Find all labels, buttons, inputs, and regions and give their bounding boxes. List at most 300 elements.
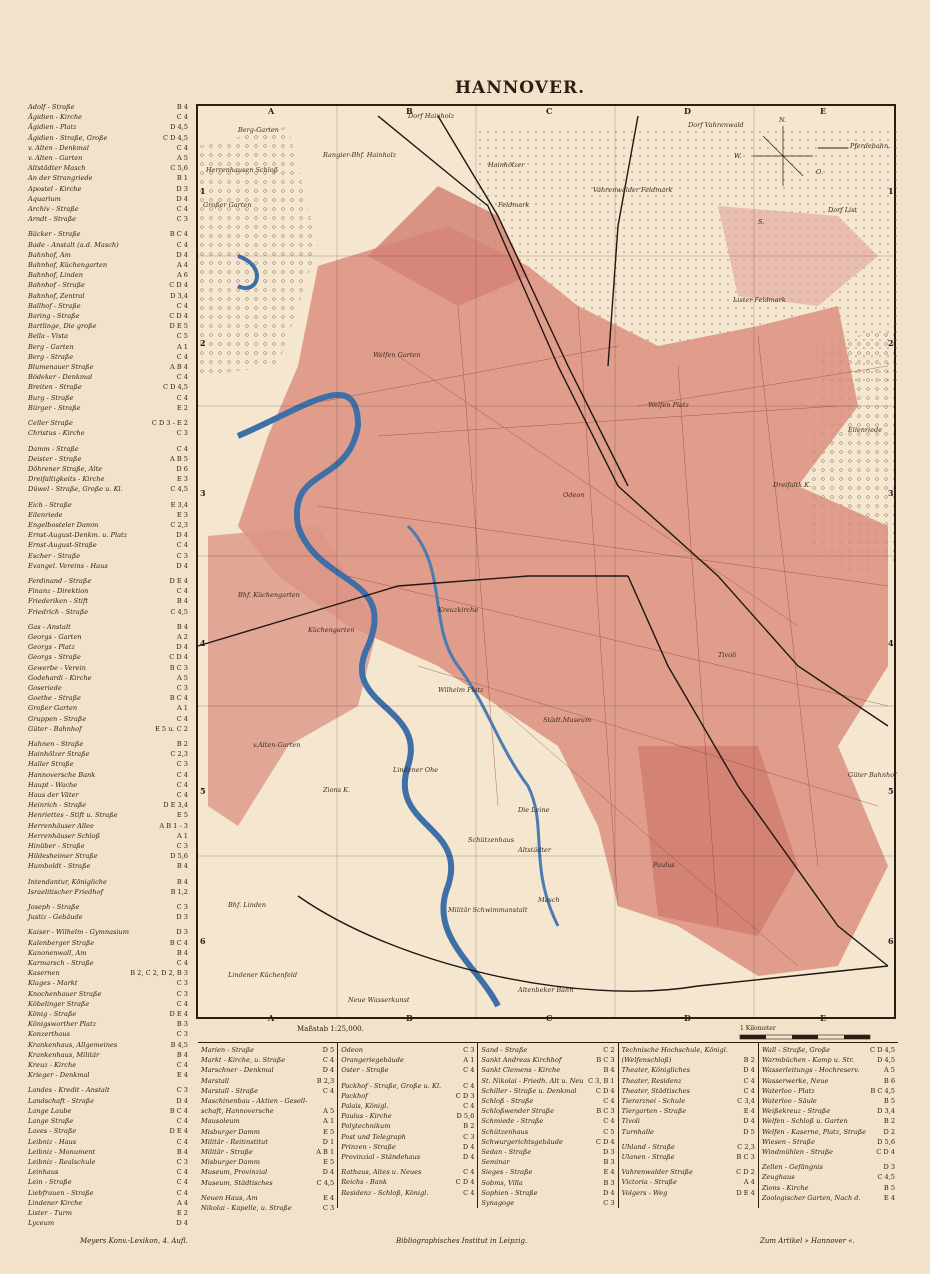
- index-entry-ref: A 5: [176, 673, 188, 682]
- index-entry-ref: C D 3 - E 2: [151, 419, 188, 428]
- index-entry-name: Sobms, Villa: [481, 1178, 523, 1187]
- index-entry: [201, 1045, 334, 1055]
- index-entry-name: Ägidien - Platz: [28, 123, 77, 132]
- index-entry-name: Schwurgerichtsgebäude: [481, 1137, 563, 1146]
- index-entry-name: Bahnhof, Linden: [28, 271, 83, 280]
- index-entry: [201, 1167, 334, 1177]
- grid-column-letter: A: [268, 1013, 275, 1023]
- index-entry: [28, 693, 188, 703]
- index-entry-ref: D E 4: [169, 1010, 188, 1019]
- index-entry: [622, 1076, 755, 1086]
- grid-row-number: 3: [200, 488, 206, 498]
- index-entry-name: Gas - Anstalt: [28, 622, 71, 631]
- index-entry: [762, 1147, 895, 1157]
- index-entry-name: v. Alten - Denkmal: [28, 143, 89, 152]
- index-entry-name: Sedan - Straße: [481, 1148, 532, 1157]
- index-entry-name: Georgs - Garten: [28, 632, 82, 641]
- index-column: [759, 1043, 898, 1208]
- index-entry-ref: D 4: [176, 250, 188, 259]
- grid-column-letter: B: [406, 106, 413, 116]
- index-entry-ref: C 3: [176, 989, 188, 998]
- index-entry-name: Welfen - Kaserne, Platz, Straße: [761, 1127, 867, 1136]
- index-entry-name: Deister - Straße: [28, 454, 82, 463]
- index-entry: [201, 1127, 334, 1137]
- map-place-label: Dorf Vahrenwald: [688, 121, 744, 129]
- index-entry-ref: B C 3: [596, 1056, 615, 1065]
- index-entry-name: Victoria - Straße: [621, 1178, 677, 1187]
- index-entry-name: Kanonenwall, Am: [28, 948, 87, 957]
- grid-row-number: 4: [200, 638, 206, 648]
- index-entry-ref: C 3: [603, 1199, 615, 1208]
- map-place-label: Welfen Garten: [373, 351, 421, 359]
- index-entry-ref: C 3: [176, 842, 188, 851]
- index-entry: [28, 642, 188, 652]
- index-entry-name: Engelbosteler Damm: [28, 520, 99, 529]
- map-place-label: Masch: [538, 896, 560, 904]
- index-entry-ref: C 4: [176, 1168, 188, 1177]
- index-entry-ref: D 4: [322, 1168, 335, 1177]
- index-entry: [622, 1167, 755, 1177]
- index-entry-name: Ägidien - Straße, Große: [28, 133, 108, 142]
- index-entry-ref: E 4: [603, 1168, 615, 1177]
- index-entry: [481, 1045, 614, 1055]
- index-entry-name: Blumenauer Straße: [28, 363, 94, 372]
- index-entry-name: Rathaus, Altes u. Neues: [341, 1168, 422, 1177]
- index-entry-name: Großer Garten: [28, 704, 78, 713]
- index-entry: [28, 1050, 188, 1060]
- index-entry-name: Liebfrauen - Straße: [28, 1188, 94, 1197]
- index-entry-ref: B C 3: [169, 663, 188, 672]
- index-entry-ref: B 2: [463, 1122, 475, 1131]
- index-entry-ref: C 4: [176, 301, 188, 310]
- index-entry-name: Misburger Damm: [201, 1158, 260, 1167]
- index-entry: [28, 912, 188, 922]
- index-entry: [28, 270, 188, 280]
- index-entry-name: Technische Hochschule, Königl.: [621, 1046, 728, 1054]
- index-entry: [28, 831, 188, 841]
- index-entry-name: Schiller - Straße u. Denkmal: [481, 1086, 577, 1095]
- index-entry-name: Misburger Damm: [201, 1127, 260, 1136]
- map-place-label: Rangier-Bhf. Hainholz: [323, 151, 397, 159]
- index-entry: [341, 1152, 474, 1162]
- index-entry: [28, 214, 188, 224]
- index-column: [198, 1043, 338, 1213]
- index-entry: [28, 968, 188, 978]
- index-entry-ref: B 1,2: [170, 887, 188, 896]
- index-entry-name: Marien - Straße: [201, 1046, 255, 1054]
- map-place-label: Altstädter: [518, 846, 551, 854]
- index-entry: [28, 821, 188, 831]
- index-entry-ref: A B 4: [170, 363, 188, 372]
- index-entry-name: Sieges - Straße: [481, 1168, 533, 1177]
- index-entry: [28, 607, 188, 617]
- index-entry-name: St. Nikolai - Friedh. Alt u. Neu: [481, 1076, 584, 1085]
- index-entry-ref: C 4: [743, 1086, 755, 1095]
- index-entry-name: Lindener Kirche: [28, 1198, 83, 1207]
- index-entry-ref: B 4: [176, 622, 188, 631]
- index-entry-ref: C 4: [463, 1168, 475, 1177]
- index-entry-name: Sophien - Straße: [481, 1188, 538, 1197]
- legend-pferdebahn: Pferdebahn.: [850, 142, 891, 150]
- index-entry: [341, 1177, 474, 1187]
- index-entry: [201, 1116, 334, 1126]
- index-entry-ref: C 3: [463, 1132, 475, 1141]
- map-place-label: Dreifaltk.K.: [773, 481, 812, 489]
- index-entry-ref: C 4: [176, 1178, 188, 1187]
- index-entry: [28, 683, 188, 693]
- index-entry-name: Packhof: [341, 1091, 368, 1100]
- index-entry-ref: C 4: [176, 373, 188, 382]
- map-place-label: Neue Wasserkunst: [348, 996, 410, 1004]
- index-entry: [481, 1178, 614, 1188]
- index-entry: [28, 520, 188, 530]
- index-entry: [28, 173, 188, 183]
- index-entry-ref: C 4: [176, 714, 188, 723]
- index-entry: [762, 1137, 895, 1147]
- index-entry-name: Warmbüchen - Kamp u. Str.: [761, 1056, 854, 1065]
- index-entry-ref: C D 2: [736, 1168, 755, 1177]
- index-entry-name: Herrenhäuser Allee: [28, 821, 94, 830]
- index-entry-name: Museum, Städtisches: [201, 1178, 273, 1187]
- index-entry-ref: C 4,5: [877, 1173, 896, 1182]
- map-place-label: Dorf Hainholz: [408, 112, 455, 120]
- index-entry: [201, 1203, 334, 1213]
- index-entry: [28, 260, 188, 270]
- index-entry: [28, 759, 188, 769]
- index-entry: [622, 1065, 755, 1075]
- index-entry-name: Wasserleitungs - Hochreserv.: [761, 1066, 860, 1075]
- index-entry: [28, 800, 188, 810]
- index-entry-name: Bürger - Straße: [28, 403, 81, 412]
- index-entry-name: Haller Straße: [28, 760, 74, 769]
- grid-row-number: 6: [200, 936, 206, 946]
- index-entry-ref: D 4,5: [877, 1056, 896, 1065]
- index-entry-ref: A B 1: [316, 1148, 335, 1157]
- index-entry-name: Karmarsch - Straße: [28, 959, 94, 968]
- index-entry-name: Landschaft - Straße: [28, 1096, 95, 1105]
- index-entry-ref: C 4: [176, 444, 188, 453]
- index-entry: [28, 663, 188, 673]
- index-entry-name: Orangeriegebäude: [341, 1056, 404, 1065]
- map-place-label: Altenbeker Bahn: [518, 986, 574, 994]
- index-entry-name: Lange Straße: [28, 1117, 74, 1126]
- index-entry: [762, 1193, 895, 1203]
- index-entry-ref: D E 4: [169, 576, 188, 585]
- index-entry-name: Eilenriede: [28, 510, 63, 519]
- index-entry-name: Neuen Haus, Am: [201, 1193, 258, 1202]
- city-map[interactable]: [196, 104, 896, 1019]
- index-entry-name: Schmiede - Straße: [481, 1117, 544, 1126]
- index-entry-name: Berg - Garten: [28, 342, 74, 351]
- grid-row-number: 4: [888, 638, 894, 648]
- compass-south: S.: [758, 218, 765, 226]
- index-entry-name: An der Strangriede: [28, 174, 93, 183]
- index-entry-name: Kreuz - Kirche: [28, 1061, 77, 1070]
- index-entry-ref: D 5,6: [456, 1112, 475, 1121]
- index-entry-ref: A B 1 - 3: [159, 821, 188, 830]
- index-entry: [481, 1157, 614, 1167]
- index-entry-ref: B 4: [176, 103, 188, 111]
- index-entry-name: Ballhof - Straße: [28, 301, 81, 310]
- index-entry: [28, 958, 188, 968]
- footer-center: Bibliographisches Institut in Leipzig.: [396, 1237, 528, 1245]
- index-entry-ref: A 6: [176, 271, 188, 280]
- index-entry-ref: C 4: [176, 999, 188, 1008]
- index-entry-name: Breiten - Straße: [28, 383, 82, 392]
- map-place-label: Städt.Museum: [543, 716, 592, 724]
- index-entry: [28, 510, 188, 520]
- index-entry: [201, 1086, 334, 1096]
- index-entry-name: Zellen - Gefängnis: [761, 1163, 823, 1172]
- index-entry: [201, 1193, 334, 1203]
- index-entry: [28, 540, 188, 550]
- index-entry: [28, 321, 188, 331]
- index-entry-ref: A 1: [463, 1056, 475, 1065]
- index-entry-ref: C D 4: [595, 1086, 615, 1095]
- index-entry-name: Georgs - Platz: [28, 643, 75, 652]
- index-entry: [201, 1076, 334, 1086]
- index-entry-name: Humboldt - Straße: [28, 862, 91, 871]
- index-column: [338, 1043, 478, 1208]
- index-entry: [28, 500, 188, 510]
- index-entry-ref: C 4: [603, 1097, 615, 1106]
- index-entry: [28, 484, 188, 494]
- index-entry-ref: A 5: [883, 1066, 896, 1075]
- index-entry: [28, 999, 188, 1009]
- index-entry-ref: C 4: [176, 205, 188, 214]
- index-entry-ref: E 2: [176, 1208, 188, 1217]
- index-entry-ref: C 4: [176, 1137, 188, 1146]
- index-entry: [28, 428, 188, 438]
- index-entry-name: Kalenberger Straße: [28, 938, 95, 947]
- index-entry: [28, 1070, 188, 1080]
- index-entry-ref: B 4: [176, 597, 188, 606]
- index-entry: [28, 122, 188, 132]
- index-entry-name: Marstall: [201, 1076, 230, 1085]
- index-entry-ref: D 4: [603, 1188, 615, 1197]
- index-entry-name: Israelitischer Friedhof: [28, 887, 104, 896]
- index-entry-name: Zions - Kirche: [761, 1183, 809, 1192]
- grid-column-letter: A: [268, 106, 275, 116]
- index-entry: [201, 1137, 334, 1147]
- index-entry: [28, 586, 188, 596]
- map-place-label: Paulus: [653, 861, 675, 869]
- index-entry-ref: D 4: [176, 1096, 188, 1105]
- index-entry-ref: E 3: [176, 475, 188, 484]
- index-entry-ref: C 5,6: [170, 164, 188, 173]
- index-entry-ref: B 5: [883, 1183, 896, 1192]
- index-entry-name: Goseriede: [28, 683, 62, 692]
- index-entry-name: Ferdinand - Straße: [28, 576, 92, 585]
- grid-row-number: 5: [888, 786, 894, 796]
- index-entry-ref: D 3: [883, 1163, 896, 1172]
- index-entry-name: Bahnhof, Zentral: [28, 291, 85, 300]
- index-entry-ref: C 4: [176, 587, 188, 596]
- grid-column-letter: D: [684, 106, 691, 116]
- index-entry-ref: D 4: [176, 1219, 188, 1228]
- index-entry-name: Residenz - Schloß, Königl.: [341, 1188, 429, 1197]
- index-entry-ref: A 1: [176, 342, 188, 351]
- index-entry: [28, 102, 188, 112]
- index-entry: [28, 194, 188, 204]
- index-entry: [341, 1081, 474, 1091]
- index-entry-name: Lein - Straße: [28, 1178, 72, 1187]
- index-entry: [28, 749, 188, 759]
- index-entry: [28, 1060, 188, 1070]
- index-entry-name: Gewerbe - Verein: [28, 663, 86, 672]
- index-entry-ref: B C 4: [169, 694, 188, 703]
- index-entry-name: Friedrich - Straße: [28, 607, 89, 616]
- index-entry: [622, 1177, 755, 1187]
- index-entry: [28, 703, 188, 713]
- index-entry-ref: A 4: [176, 1198, 188, 1207]
- index-entry: [622, 1152, 755, 1162]
- index-entry: [28, 1085, 188, 1095]
- index-entry: [28, 861, 188, 871]
- index-entry-ref: B 3: [603, 1178, 615, 1187]
- index-entry-ref: D 5,6: [170, 852, 188, 861]
- map-place-label: Tivoli: [718, 651, 737, 659]
- index-entry-ref: E 5: [176, 811, 188, 820]
- index-entry-name: Schützenhaus: [481, 1127, 529, 1136]
- index-entry: [28, 596, 188, 606]
- index-entry: [28, 153, 188, 163]
- index-entry-name: Ulanen - Straße: [621, 1153, 675, 1162]
- index-entry-name: Georgs - Straße: [28, 653, 81, 662]
- index-entry: [28, 280, 188, 290]
- index-entry-name: Tiergarten - Straße: [621, 1107, 687, 1116]
- index-entry-ref: A 4: [176, 261, 188, 270]
- index-entry: [28, 1126, 188, 1136]
- index-entry-ref: A 1: [323, 1117, 335, 1126]
- index-entry-ref: C 2: [603, 1046, 615, 1054]
- index-entry-ref: C 3: [463, 1046, 475, 1054]
- index-entry-name: Wall - Straße, Große: [761, 1046, 831, 1054]
- index-entry-ref: D 3: [176, 184, 188, 193]
- index-entry-name: Uhland - Straße: [621, 1142, 675, 1151]
- index-entry-name: Vahrenwalder Straße: [621, 1168, 693, 1177]
- index-entry: [201, 1147, 334, 1157]
- grid-row-number: 6: [888, 936, 894, 946]
- index-entry-ref: B 3: [176, 1020, 188, 1029]
- index-entry: [28, 1218, 188, 1228]
- index-entry: [622, 1096, 755, 1106]
- index-entry-name: Konzerthaus: [28, 1030, 70, 1039]
- index-entry-name: Baring - Straße: [28, 312, 80, 321]
- index-entry-name: v. Alten - Garten: [28, 154, 83, 163]
- index-entry-ref: B 4: [176, 877, 188, 886]
- map-place-label: Schützenhaus: [468, 836, 515, 844]
- index-entry-name: Hildesheimer Straße: [28, 852, 98, 861]
- index-entry-ref: C 3, B 1: [587, 1076, 615, 1085]
- index-entry-name: König - Straße: [28, 1010, 77, 1019]
- index-entry-ref: C D 3: [455, 1091, 475, 1100]
- index-entry: [622, 1055, 755, 1065]
- index-entry-name: Provinzial - Ständehaus: [341, 1153, 421, 1162]
- index-entry-ref: C 5: [176, 332, 188, 341]
- index-entry-ref: C 3,4: [737, 1097, 755, 1106]
- index-entry: [28, 1208, 188, 1218]
- index-entry: [28, 1029, 188, 1039]
- map-drawing: [198, 106, 894, 1017]
- index-entry-name: Berg - Straße: [28, 352, 74, 361]
- index-entry: [28, 1198, 188, 1208]
- index-entry-name: Ernst-August-Denkm. u. Platz: [28, 531, 128, 540]
- index-entry-name: Godehardi - Kirche: [28, 673, 92, 682]
- index-entry-name: Döhrener Straße, Alte: [28, 464, 103, 473]
- index-entry-name: Marschner - Denkmal: [201, 1066, 274, 1075]
- index-entry: [341, 1101, 474, 1111]
- index-entry-ref: B 4: [176, 948, 188, 957]
- index-entry-ref: D E 4: [736, 1188, 755, 1197]
- index-entry-ref: C D 4: [876, 1148, 896, 1157]
- index-entry: [341, 1142, 474, 1152]
- index-entry: [28, 530, 188, 540]
- index-entry: [622, 1116, 755, 1126]
- map-place-label: Eilenriede: [848, 426, 882, 434]
- index-entry: [28, 561, 188, 571]
- grid-column-letter: E: [820, 1013, 827, 1023]
- index-entry-name: Archiv - Straße: [28, 205, 79, 214]
- index-entry-name: Theater, Residenz: [621, 1076, 682, 1085]
- index-entry-name: Kasernen: [28, 969, 60, 978]
- index-entry: [201, 1065, 334, 1075]
- index-entry-name: Packhof - Straße, Große u. Kl.: [341, 1081, 442, 1090]
- index-entry-name: Herrenhäuser Schloß: [28, 831, 101, 840]
- index-entry-ref: D 4: [462, 1142, 475, 1151]
- index-entry-name: Waterloo - Platz: [761, 1086, 815, 1095]
- index-entry-name: Eich - Straße: [28, 500, 72, 509]
- index-entry-name: Gruppen - Straße: [28, 714, 87, 723]
- index-entry-name: Ägidien - Kirche: [28, 113, 83, 122]
- index-entry-name: Joseph - Straße: [28, 903, 80, 912]
- index-entry-name: Tivoli: [621, 1117, 641, 1126]
- index-entry-ref: B 4: [176, 862, 188, 871]
- grid-row-number: 2: [200, 338, 206, 348]
- index-entry-name: Finanz - Direktion: [28, 587, 89, 596]
- index-entry-ref: D 3: [176, 913, 188, 922]
- index-entry-ref: D 2: [883, 1127, 896, 1136]
- index-entry: [28, 1040, 188, 1050]
- index-entry-name: Oster - Straße: [341, 1066, 389, 1075]
- index-entry: [341, 1065, 474, 1075]
- index-entry-ref: C 2,3: [170, 520, 188, 529]
- index-entry-ref: C 2,3: [170, 750, 188, 759]
- index-entry: [622, 1127, 755, 1137]
- index-entry: [28, 887, 188, 897]
- index-entry-name: Adolf - Straße: [28, 103, 75, 111]
- index-entry: [762, 1106, 895, 1116]
- index-entry: [28, 382, 188, 392]
- index-entry: [481, 1076, 614, 1086]
- index-entry: [28, 770, 188, 780]
- index-entry-name: Celler Straße: [28, 419, 73, 428]
- index-entry: [481, 1137, 614, 1147]
- index-entry: [341, 1055, 474, 1065]
- index-entry-ref: E 5: [323, 1158, 335, 1167]
- index-entry-name: Schloßwender Straße: [481, 1107, 555, 1116]
- index-entry: [28, 652, 188, 662]
- index-entry: [622, 1142, 755, 1152]
- map-place-label: Bhf. Linden: [228, 901, 267, 909]
- index-entry-name: Seminar: [481, 1158, 510, 1167]
- index-entry: [28, 393, 188, 403]
- index-entry-name: Krankenhaus, Allgemeines: [28, 1040, 118, 1049]
- index-entry-name: Museum, Provinzial: [201, 1168, 268, 1177]
- map-place-label: Lindener Ohe: [393, 766, 439, 774]
- index-entry: [201, 1106, 334, 1116]
- index-entry-ref: D 5: [743, 1127, 755, 1136]
